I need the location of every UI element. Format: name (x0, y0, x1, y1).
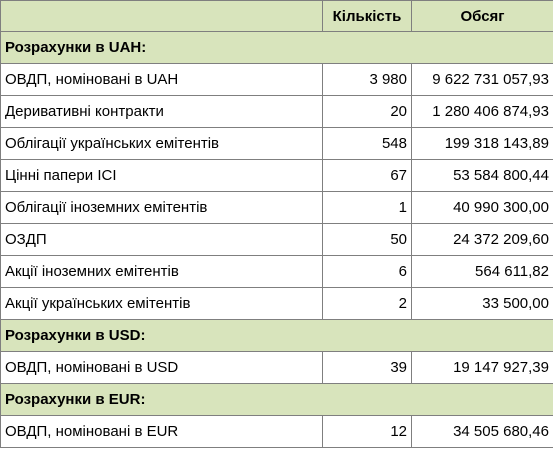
count-cell: 6 (323, 256, 412, 288)
table-row (1, 192, 553, 224)
instrument-name-cell: ОВДП, номіновані в EUR (1, 416, 323, 448)
header-count-cell: Кількість (323, 1, 412, 32)
instrument-name-cell: Облігації українських емітентів (1, 128, 323, 160)
section-header-row (1, 320, 553, 352)
count-cell: 2 (323, 288, 412, 320)
volume-cell: 24 372 209,60 (412, 224, 553, 256)
instrument-name-cell: ОЗДП (1, 224, 323, 256)
section-title: Розрахунки в UAH: (1, 32, 553, 64)
section-header-row (1, 32, 553, 64)
table-row (1, 224, 553, 256)
table-row (1, 416, 553, 448)
header-row (1, 1, 553, 32)
volume-cell: 40 990 300,00 (412, 192, 553, 224)
table-row (1, 160, 553, 192)
count-cell: 67 (323, 160, 412, 192)
count-cell: 548 (323, 128, 412, 160)
count-cell: 20 (323, 96, 412, 128)
instrument-name-cell: Цінні папери ICI (1, 160, 323, 192)
table-row (1, 352, 553, 384)
volume-cell: 19 147 927,39 (412, 352, 553, 384)
header-volume-cell: Обсяг (412, 1, 553, 32)
table-body (1, 32, 553, 448)
volume-cell: 9 622 731 057,93 (412, 64, 553, 96)
instrument-name-cell: ОВДП, номіновані в USD (1, 352, 323, 384)
volume-cell: 1 280 406 874,93 (412, 96, 553, 128)
section-title: Розрахунки в EUR: (1, 384, 553, 416)
volume-cell: 53 584 800,44 (412, 160, 553, 192)
table-row (1, 64, 553, 96)
volume-cell: 564 611,82 (412, 256, 553, 288)
volume-cell: 33 500,00 (412, 288, 553, 320)
volume-cell: 34 505 680,46 (412, 416, 553, 448)
table-row (1, 96, 553, 128)
instrument-name-cell: Деривативні контракти (1, 96, 323, 128)
count-cell: 39 (323, 352, 412, 384)
volume-cell: 199 318 143,89 (412, 128, 553, 160)
table-row (1, 128, 553, 160)
section-header-row (1, 384, 553, 416)
count-cell: 1 (323, 192, 412, 224)
count-cell: 3 980 (323, 64, 412, 96)
count-cell: 50 (323, 224, 412, 256)
table-row (1, 256, 553, 288)
instrument-name-cell: ОВДП, номіновані в UAH (1, 64, 323, 96)
instrument-name-cell: Акції іноземних емітентів (1, 256, 323, 288)
count-cell: 12 (323, 416, 412, 448)
section-title: Розрахунки в USD: (1, 320, 553, 352)
instrument-name-cell: Акції українських емітентів (1, 288, 323, 320)
table-row (1, 288, 553, 320)
header-name-cell (1, 1, 323, 32)
instrument-name-cell: Облігації іноземних емітентів (1, 192, 323, 224)
